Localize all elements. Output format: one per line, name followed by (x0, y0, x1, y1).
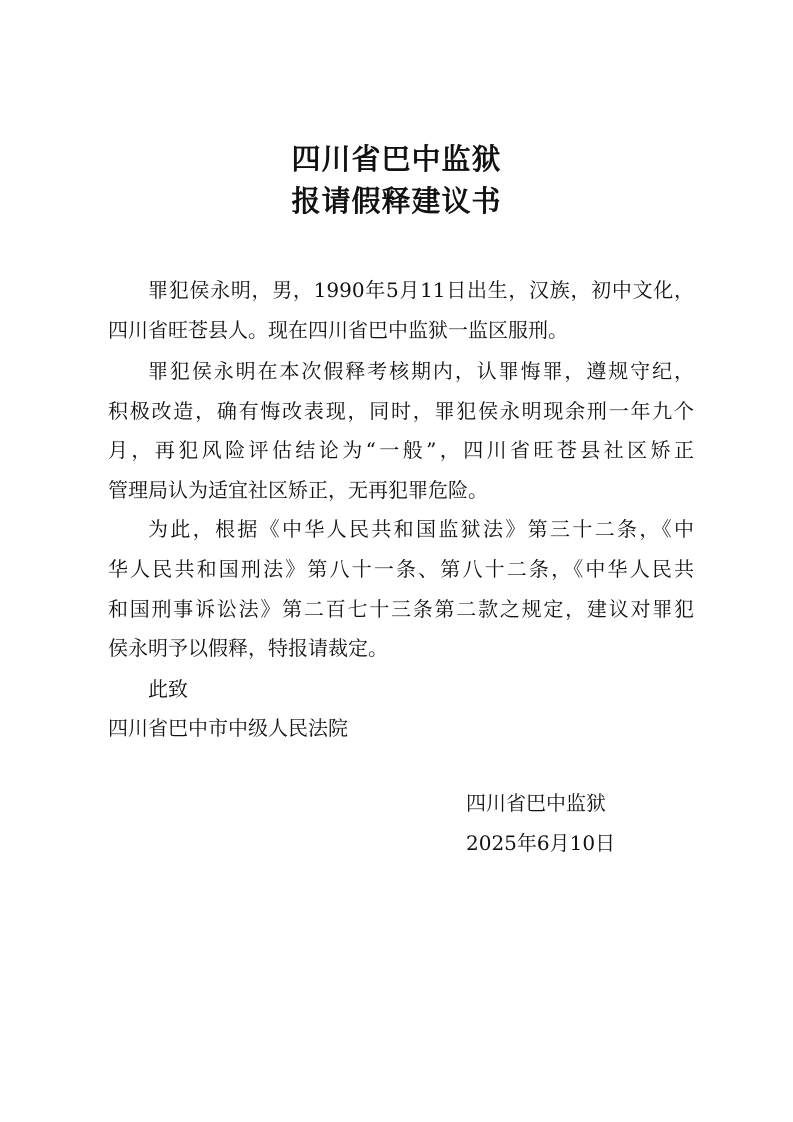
recipient: 四川省巴中市中级人民法院 (108, 716, 348, 740)
body-line: 罪犯侯永明，男，1990年5月11日出生，汉族，初中文化， (148, 278, 694, 302)
body-line: 积极改造，确有悔改表现，同时，罪犯侯永明现余刑一年九个 (108, 399, 694, 423)
signature-org: 四川省巴中监狱 (466, 791, 606, 815)
signature-date: 2025年6月10日 (466, 831, 616, 855)
body-line: 侯永明予以假释，特报请裁定。 (108, 636, 388, 660)
body-line: 罪犯侯永明在本次假释考核期内，认罪悔罪，遵规守纪， (148, 359, 694, 383)
body-line: 管理局认为适宜社区矫正，无再犯罪危险。 (108, 478, 488, 502)
body-line: 月，再犯风险评估结论为“一般”，四川省旺苍县社区矫正 (108, 438, 694, 462)
document-title-line1: 四川省巴中监狱 (291, 142, 502, 176)
salutation: 此致 (148, 677, 188, 701)
body-line: 四川省旺苍县人。现在四川省巴中监狱一监区服刑。 (108, 318, 568, 342)
document-title-line2: 报请假释建议书 (291, 184, 502, 218)
body-line: 和国刑事诉讼法》第二百七十三条第二款之规定，建议对罪犯 (108, 597, 694, 621)
body-line: 为此，根据《中华人民共和国监狱法》第三十二条，《中 (148, 517, 694, 541)
body-line: 华人民共和国刑法》第八十一条、第八十二条，《中华人民共 (108, 557, 694, 581)
